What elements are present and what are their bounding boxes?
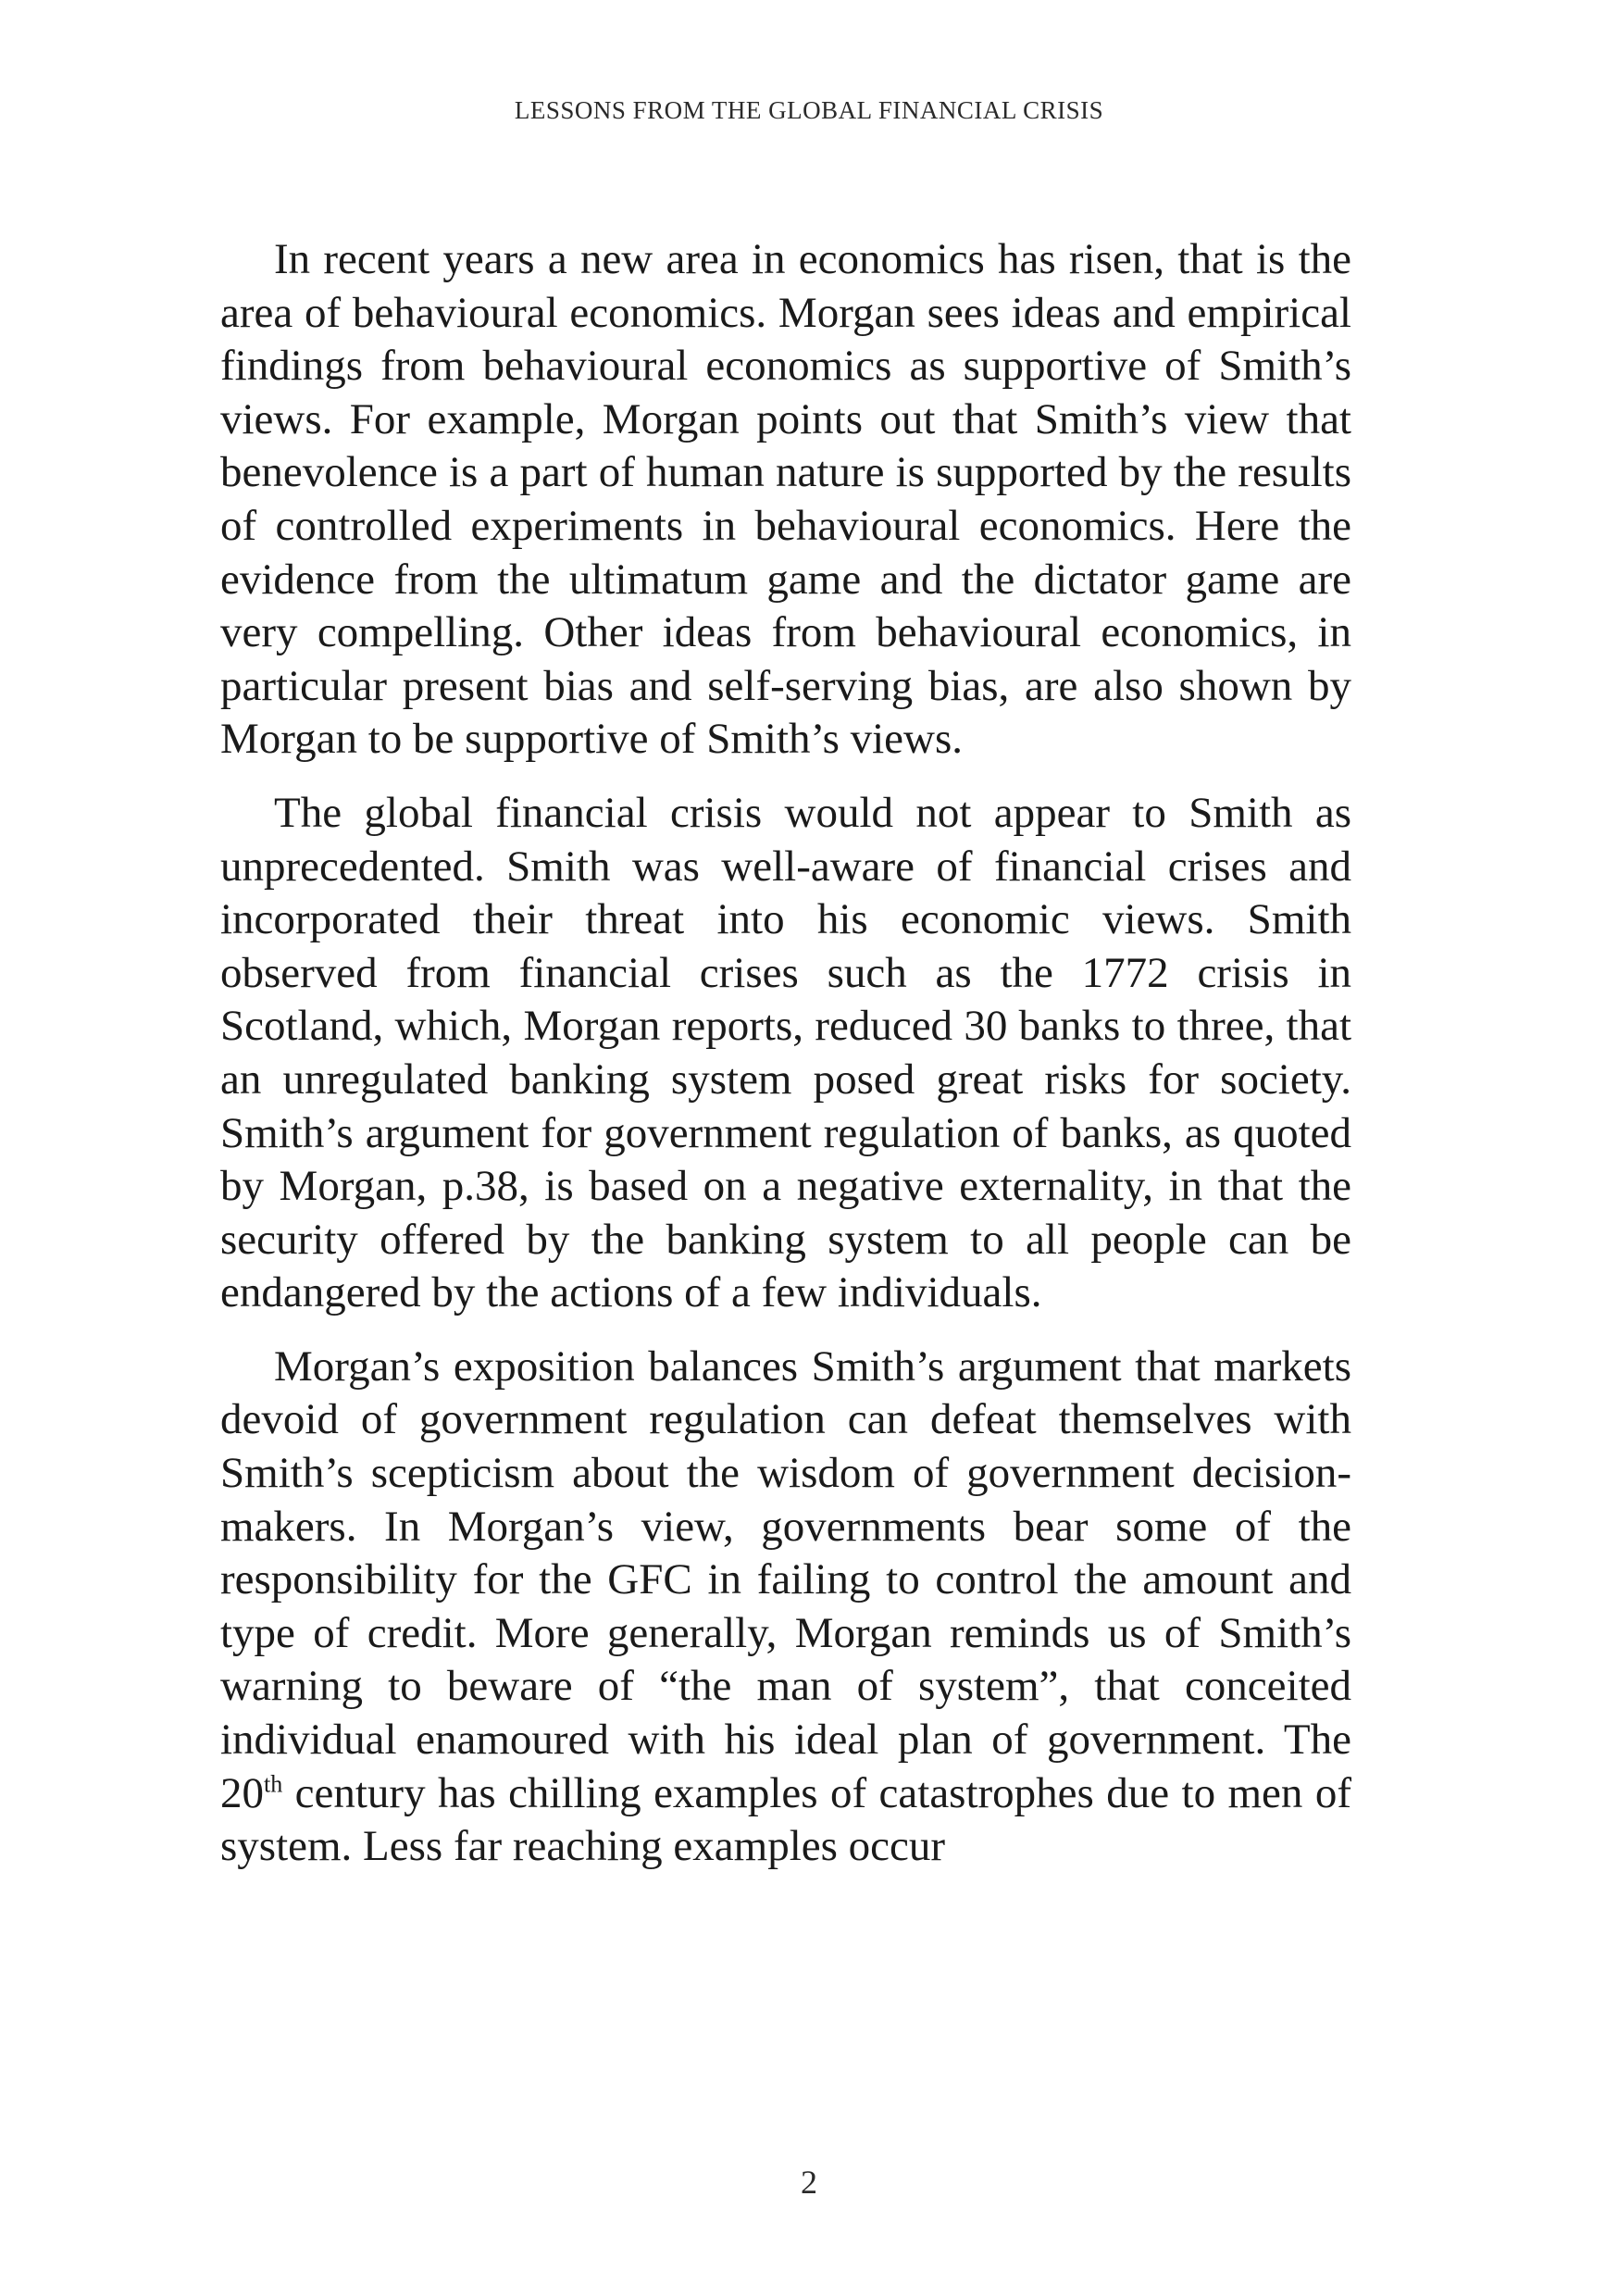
paragraph-behavioural-economics: In recent years a new area in economics has risen, that is the area of behavioural economics. Morgan sees ideas and empirical findings from behavioural economics as supportive of Smith’s views. For example, Morgan points out that Smith’s view that benevolence is a part of human nature is supported by the results of controlled experiments in behavioural economics. Here the evidence from the ultimatum game and the dictator game are very compelling. Other ideas from behavioural economics, in particular present bias and self-serving bias, are also shown by Morgan to be supportive of Smith’s views. bbox=[220, 235, 1351, 764]
body-text bbox=[220, 233, 1351, 1894]
ordinal-suffix: th bbox=[264, 1769, 283, 1797]
paragraph-3-text-end: century has chilling examples of catastrophes due to men of system. Less far reaching examples occur bbox=[220, 1768, 1351, 1871]
running-header: LESSONS FROM THE GLOBAL FINANCIAL CRISIS bbox=[514, 96, 1104, 124]
ordinal-number: 20 bbox=[220, 1768, 264, 1817]
paragraph-man-of-system bbox=[220, 1341, 1351, 1874]
page-number: 2 bbox=[801, 2164, 817, 2201]
paragraph-financial-crisis: The global financial crisis would not appear to Smith as unprecedented. Smith was well-aware of financial crises and incorporated their threat into his economic views. Smith observed from financial crises such as the 1772 crisis in Scotland, which, Morgan reports, reduced 30 banks to three, that an unregulated banking system posed great risks for society. Smith’s argument for government regulation of banks, as quoted by Morgan, p.38, is based on a negative externality, in that the security offered by the banking system to all people can be endangered by the actions of a few individuals. bbox=[220, 788, 1351, 1317]
paragraph-3-text-start: Morgan’s exposition balances Smith’s argument that markets devoid of government regulation can defeat themselves with Smith’s scepticism about the wisdom of government decision-makers. In Morgan’s view, governments bear some of the responsibility for the GFC in failing to control the amount and type of credit. More generally, Morgan reminds us of Smith’s warning to beware of “the man of system”, that conceited individual enamoured with his ideal plan of government. The bbox=[220, 1341, 1351, 1765]
